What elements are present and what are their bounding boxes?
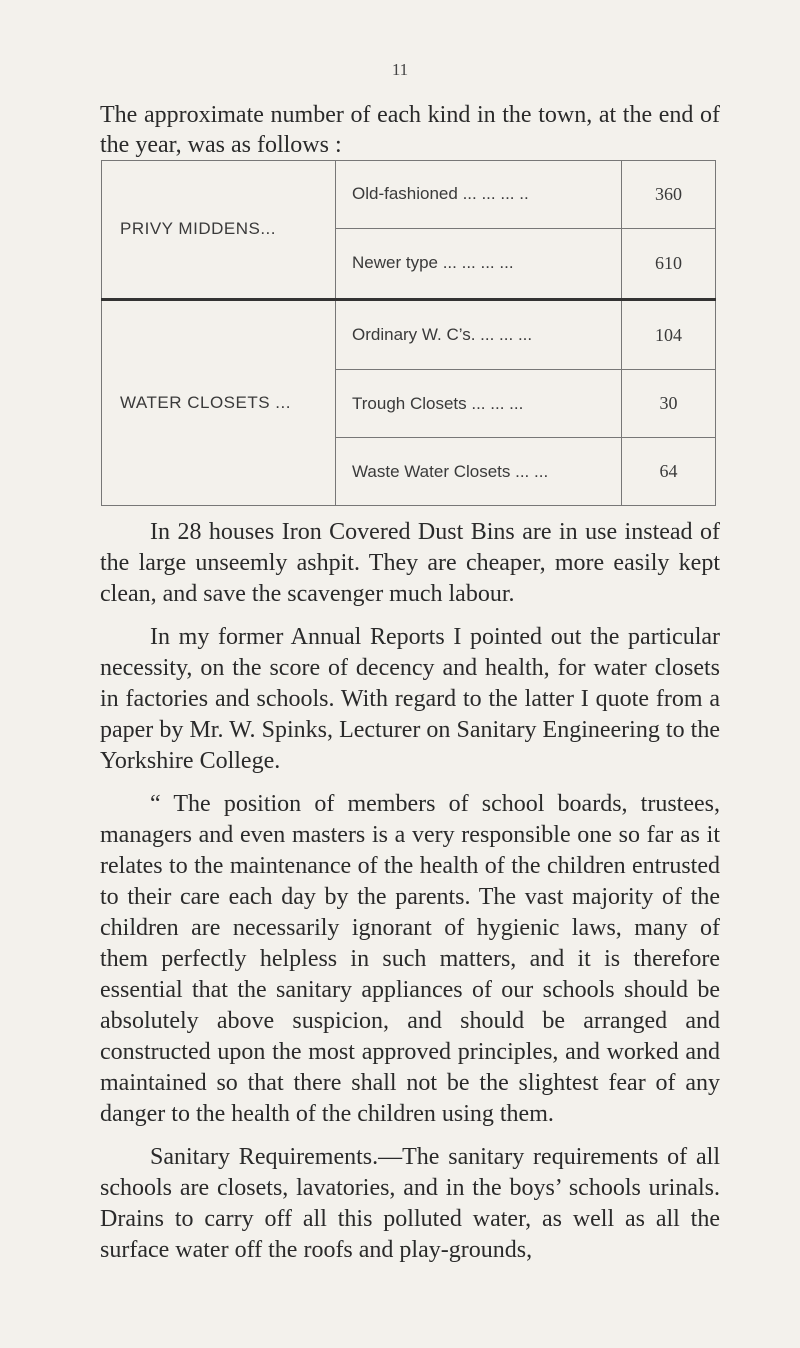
table-row [102, 299, 716, 370]
kind-label: Ordinary W. C’s. ... ... ... [336, 299, 622, 370]
count-value: 610 [622, 228, 716, 299]
paragraph-sanitary-requirements: Sanitary Requirements.—The sanitary requirements of all schools are closets, lavatories, and in the boys’ schools urinals. Drains to carry off all this polluted water, as well as all the surface water off the roofs and play-grounds, [100, 1144, 720, 1263]
count-value: 64 [622, 438, 716, 506]
kind-label: Old-fashioned ... ... ... .. [336, 161, 622, 229]
closet-count-table [101, 160, 716, 506]
kind-label: Trough Closets ... ... ... [336, 370, 622, 438]
body-text [100, 517, 720, 1278]
paragraph-annual-reports: In my former Annual Reports I pointed out the particular necessity, on the score of decency and health, for water closets in factories and schools. With regard to the latter I quote from a paper by Mr. W. Spinks, Lecturer on Sanitary Engineering to the Yorkshire College. [100, 624, 720, 774]
group-label-privy-middens: PRIVY MIDDENS... [102, 161, 336, 300]
paragraph-dust-bins: In 28 houses Iron Covered Dust Bins are in use instead of the large unseemly ashpit. They are cheaper, more easily kept clean, and save the scavenger much labour. [100, 519, 720, 607]
kind-label: Waste Water Closets ... ... [336, 438, 622, 506]
kind-label: Newer type ... ... ... ... [336, 228, 622, 299]
table-row [102, 161, 716, 229]
count-value: 104 [622, 299, 716, 370]
count-value: 360 [622, 161, 716, 229]
paragraph-quotation: “ The position of members of school boards, trustees, managers and even masters is a very responsible one so far as it relates to the maintenance of the health of the children entrusted to their care each day by the parents. The vast majority of the children are necessarily ignorant of hygienic laws, many of them perfectly helpless in such matters, and it is therefore essential that the sanitary appliances of our schools should be absolutely above suspicion, and should be arranged and constructed upon the most approved principles, and worked and maintained so that there shall not be the slightest fear of any danger to the health of the children using them. [100, 791, 720, 1127]
intro-paragraph: The approximate number of each kind in the town, at the end of the year, was as follows : [100, 102, 720, 158]
group-label-water-closets: WATER CLOSETS ... [102, 299, 336, 505]
count-value: 30 [622, 370, 716, 438]
page-number: 11 [391, 60, 409, 79]
